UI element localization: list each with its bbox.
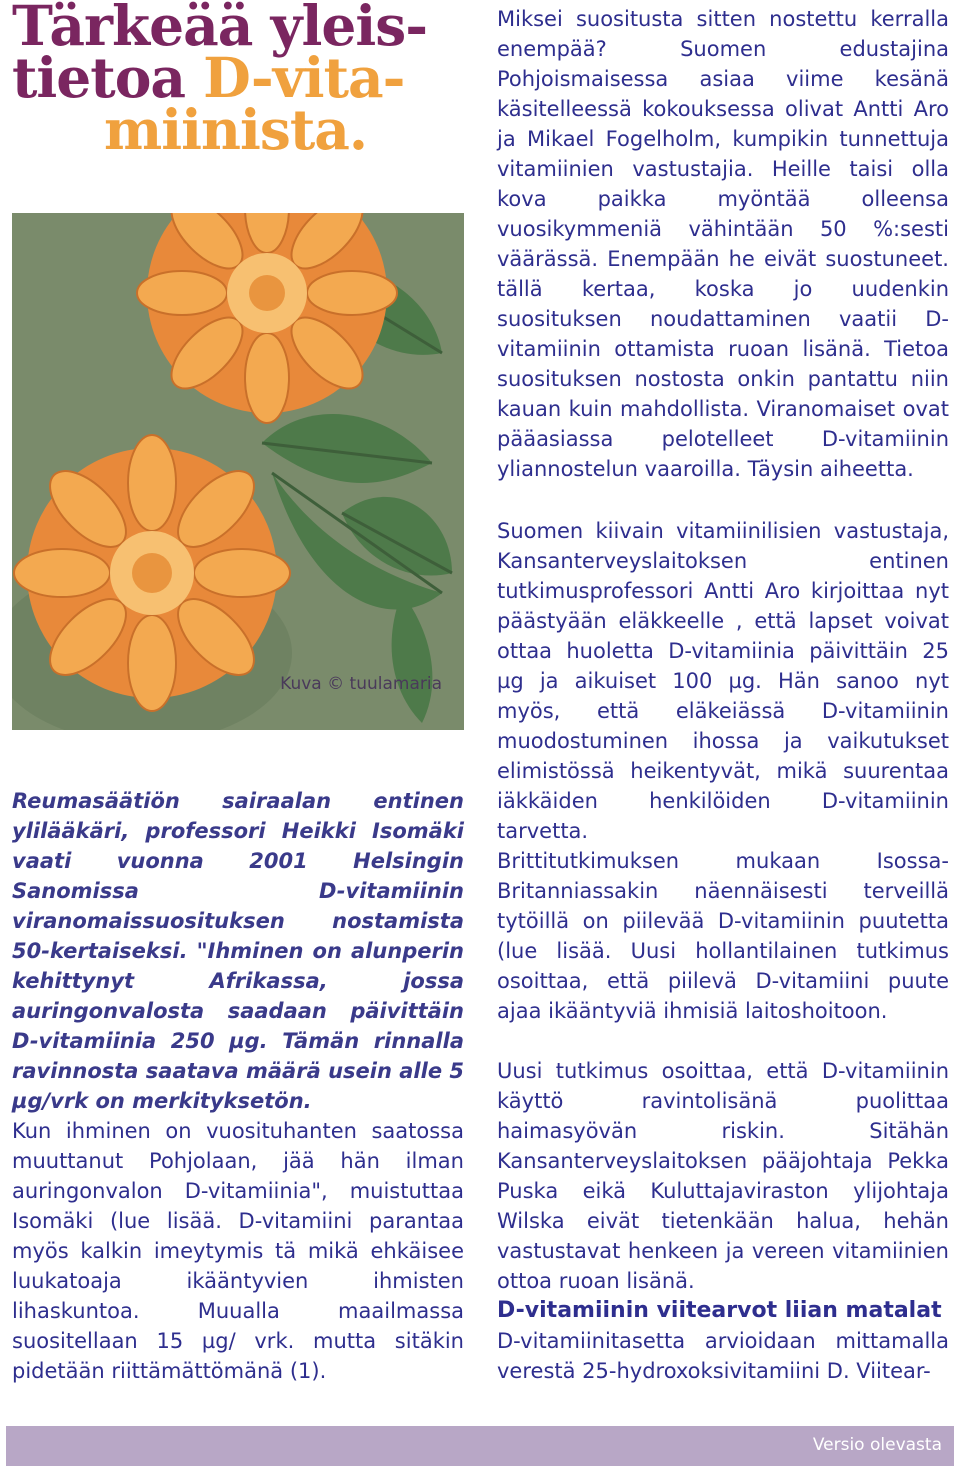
paragraph-5: D-vitamiinitasetta arvioidaan mittamalla verestä 25-hydroxoksivitamiini D. Viitear- xyxy=(497,1329,949,1383)
photo-credit: Kuva © tuulamaria xyxy=(280,674,442,694)
left-body-paragraph: Kun ihminen on vuosituhanten saatossa muuttanut Pohjolaan, jää hän ilman auringonvalon D-vitamiinia", muistuttaa Isomäki (lue lisää. D-vitamiini parantaa myös kalkin imeytymis tä mikä ehkäisee luukatoaja ikääntyvien ihmisten lihaskuntoa. Muualla maailmassa suositellaan 15 µg/ vrk. mutta sitäkin pidetään riittämättömänä (1). xyxy=(12,1119,464,1383)
paragraph-2: Suomen kiivain vitamiinilisien vastustaja, Kansanterveyslaitoksen entinen tutkimusprofessori Antti Aro kirjoittaa nyt päästyään eläkkeelle , että lapset voivat ottaa huoletta D-vitamiinia päivittäin 25 µg ja aikuiset 100 µg. Hän sanoo nyt myös, että eläkeiässä D-vitamiinin muodostuminen ihossa ja vaikutukset elimistössä heikentyvät, mikä suurentaa iäkkäiden henkilöiden D-vitamiinin tarvetta. xyxy=(497,519,949,843)
paragraph-1: Miksei suositusta sitten nostettu kerralla enempää? Suomen edustajina Pohjoismaisessa asiaa viime kesänä käsitelleessä kokouksessa olivat Antti Aro ja Mikael Fogelholm, kumpikin tunnettuja vitamiinien vastustajia. Heille taisi olla kova paikka myöntää olleensa vuosikymmeniä vähintään 50 %:sesti väärässä. Enempään he eivät suostuneet. tällä kertaa, koska jo uudenkin suosituksen noudattaminen vaatii D-vitamiinin ottamista ruoan lisänä. Tietoa suosituksen nostosta onkin pantattu niin kauan kuin mahdollista. Viranomaiset ovat pääasiassa pelotelleet D-vitamiinin yliannostelun vaaroilla. Täysin aiheetta. xyxy=(497,7,949,481)
pull-quote: Reumasäätiön sairaalan entinen ylilääkäri, professori Heikki Isomäki vaati vuonna 2001 Helsingin Sanomissa D-vitamiinin viranomaissuosituksen nostamista 50-kertaiseksi. "Ihminen on alunperin kehittynyt Afrikassa, jossa auringonvalosta saadaan päivittäin D-vitamiinia 250 µg. Tämän rinnalla ravinnosta saatava määrä usein alle 5 µg/vrk on merkityksetön. xyxy=(12,789,464,1113)
title-line-2-plain: tietoa xyxy=(12,45,204,110)
title-line-1: Tärkeää yleis- xyxy=(12,0,428,58)
paragraph-4: Uusi tutkimus osoittaa, että D-vitamiinin käyttö ravintolisänä puolittaa haimasyövän riskin. Sitähän Kansanterveyslaitoksen pääjohtaja Pekka Puska eikä Kuluttajaviraston ylijohtaja Wilska eivät tietenkään halua, hehän vastustavat henkeen ja vereen vitamiinien ottoa ruoan lisänä. xyxy=(497,1059,949,1293)
title-line-2-accent: D-vita- xyxy=(203,45,405,110)
paragraph-3: Brittitutkimuksen mukaan Isossa-Britanniassakin näennäisesti terveillä tytöillä on piilevää D-vitamiinin puutetta (lue lisää. Uusi hollantilainen tutkimus osoittaa, että piilevä D-vitamiini puute ajaa ikääntyviä ihmisiä laitoshoitoon. xyxy=(497,849,949,1023)
chrysanthemum-photo xyxy=(12,213,464,730)
footer-label: Versio olevasta xyxy=(812,1435,942,1455)
flower-illustration xyxy=(12,213,464,730)
footer-bar xyxy=(6,1426,954,1466)
section-heading: D-vitamiinin viitearvot liian matalat xyxy=(497,1298,942,1323)
title-line-3: miinista. xyxy=(104,97,368,162)
page-title xyxy=(12,0,464,162)
